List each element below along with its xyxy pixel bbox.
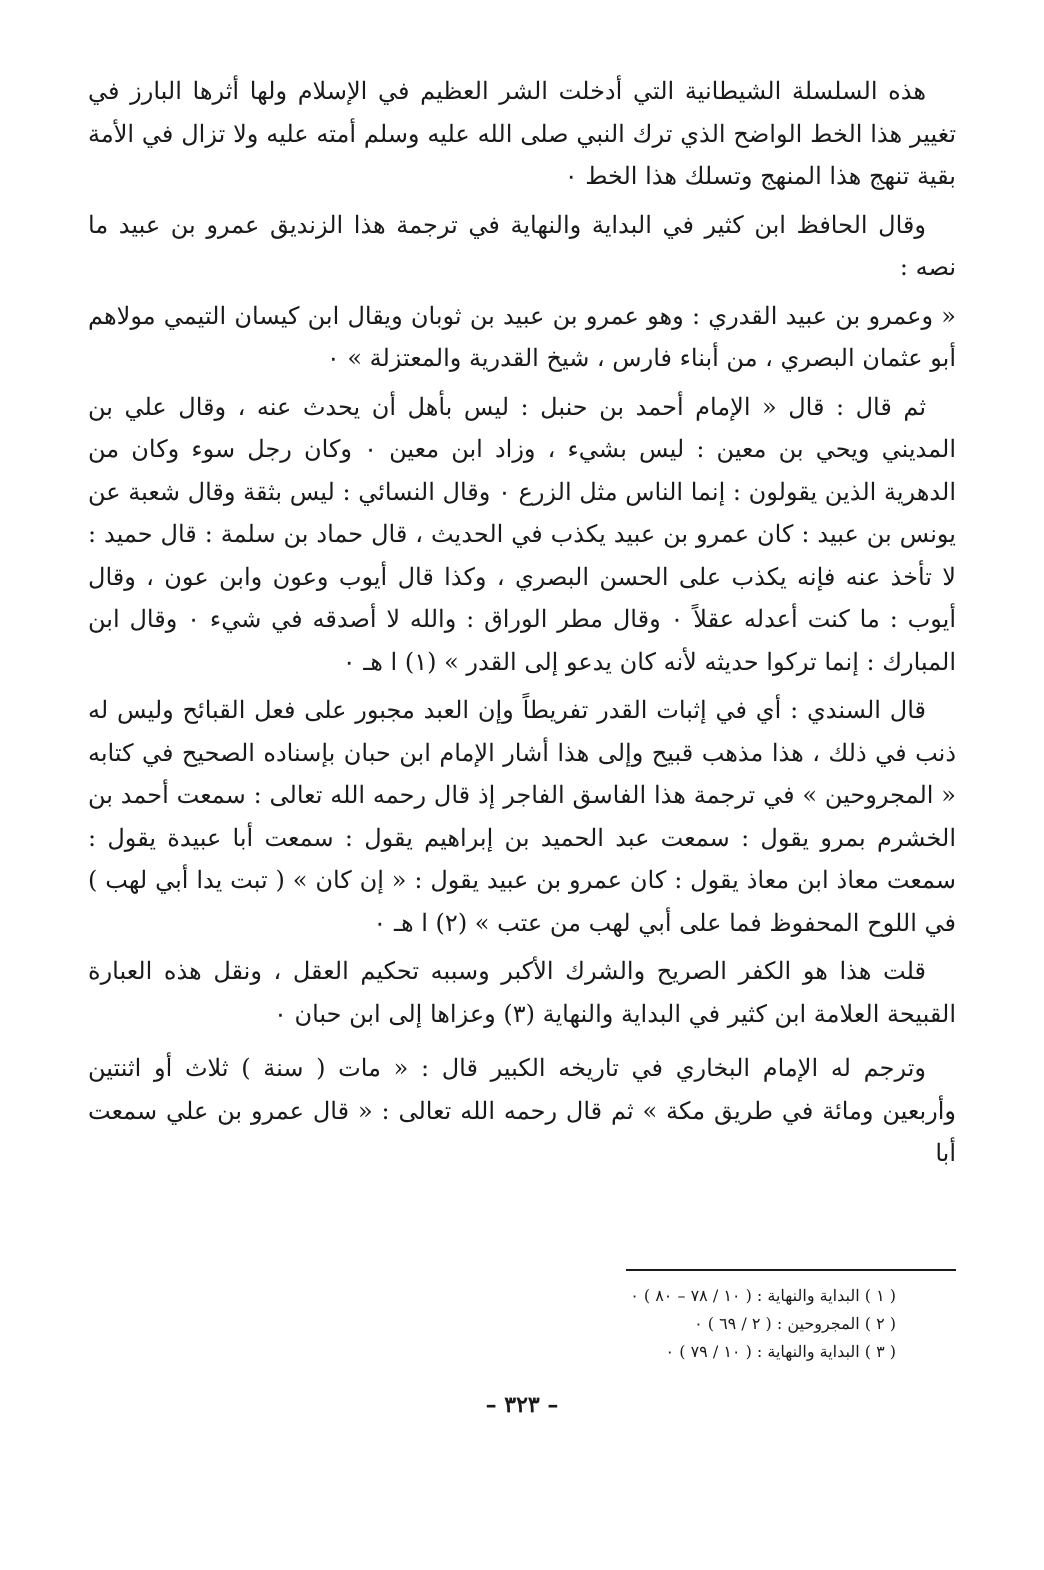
- page-number: – ٣٢٣ –: [485, 1392, 559, 1418]
- footnote-2: ( ٢ ) المجروحين : ( ٢ / ٦٩ ) ٠: [694, 1314, 896, 1333]
- footnote-3: ( ٣ ) البداية والنهاية : ( ١٠ / ٧٩ ) ٠: [665, 1342, 896, 1361]
- paragraph-comment: قلت هذا هو الكفر الصريح والشرك الأكبر وسببه تحكيم العقل ، ونقل هذه العبارة القبيحة العلامة ابن كثير في البداية والنهاية (٣) وعزاها إلى ابن حبان ٠: [88, 957, 956, 1028]
- footnotes: [536, 1282, 896, 1366]
- paragraph-ibn-kathir: وقال الحافظ ابن كثير في البداية والنهاية في ترجمة هذا الزنديق عمرو بن عبيد ما نصه :: [88, 210, 956, 281]
- paragraph-quote-biography: « وعمرو بن عبيد القدري : وهو عمرو بن عبيد بن ثوبان ويقال ابن كيسان التيمي مولاهم أبو عثمان البصري ، من أبناء فارس ، شيخ القدرية والمعتزلة » ٠: [88, 301, 956, 372]
- paragraph-bukhari: وترجم له الإمام البخاري في تاريخه الكبير قال : « مات ( سنة ) ثلاث أو اثنتين وأربعين ومائة في طريق مكة » ثم قال رحمه الله تعالى : « قال عمرو بن علي سمعت أبا: [88, 1054, 956, 1167]
- paragraph-narrations: ثم قال : قال « الإمام أحمد بن حنبل : ليس بأهل أن يحدث عنه ، وقال علي بن المديني ويحي بن معين : ليس بشيء ، وزاد ابن معين ٠ وكان رجل سوء وكان من الدهرية الذين يقولون : إنما الناس مثل الزرع ٠ وقال النسائي : ليس بثقة وقال شعبة عن يونس بن عبيد : كان عمرو بن عبيد يكذب في الحديث ، قال حماد بن سلمة : قال حميد : لا تأخذ عنه فإنه يكذب على الحسن البصري ، وكذا قال أيوب وعون وابن عون ، وقال أيوب : ما كنت أعدله عقلاً ٠ وقال مطر الوراق : والله لا أصدقه في شيء ٠ وقال ابن المبارك : إنما تركوا حديثه لأنه كان يدعو إلى القدر » (١) ا هـ ٠: [88, 392, 957, 676]
- main-text: [88, 70, 956, 1175]
- paragraph-intro: هذه السلسلة الشيطانية التي أدخلت الشر العظيم في الإسلام ولها أثرها البارز في تغيير هذا الخط الواضح الذي ترك النبي صلى الله عليه وسلم أمته عليه ولا تزال في الأمة بقية تنهج هذا المنهج وتسلك هذا الخط ٠: [88, 77, 956, 190]
- paragraph-sindi: قال السندي : أي في إثبات القدر تفريطاً وإن العبد مجبور على فعل القبائح وليس له ذنب في ذلك ، هذا مذهب قبيح وإلى هذا أشار الإمام ابن حبان بإسناده الصحيح في كتابه « المجروحين » في ترجمة هذا الفاسق الفاجر إذ قال رحمه الله تعالى : سمعت أحمد بن الخشرم بمرو يقول : سمعت عبد الحميد بن إبراهيم يقول : سمعت أبا عبيدة يقول : سمعت معاذ ابن معاذ يقول : كان عمرو بن عبيد يقول : « إن كان » ( تبت يدا أبي لهب ) في اللوح المحفوظ فما على أبي لهب من عتب » (٢) ا هـ ٠: [88, 696, 956, 937]
- footnote-divider: [626, 1269, 956, 1271]
- book-page: [88, 70, 956, 1510]
- footnote-1: ( ١ ) البداية والنهاية : ( ١٠ / ٧٨ – ٨٠ ) ٠: [630, 1286, 896, 1305]
